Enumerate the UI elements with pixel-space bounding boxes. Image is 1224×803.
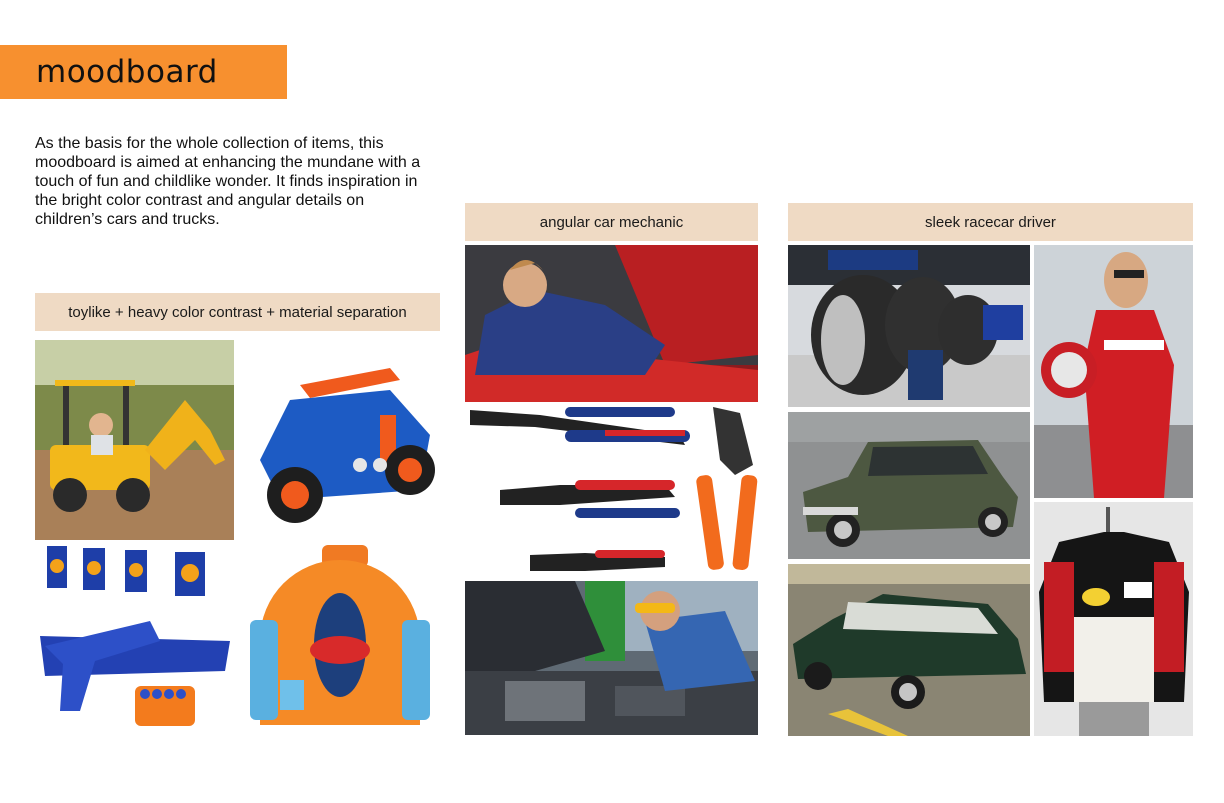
title-banner <box>0 45 287 99</box>
hot-wheels-track-case-photo <box>240 540 440 736</box>
mechanic-under-hood-photo <box>465 245 758 402</box>
racing-jacket-photo <box>1034 502 1193 736</box>
green-vintage-sedan-photo <box>788 412 1030 559</box>
intro-paragraph: As the basis for the whole collection of items, this moodboard is aimed at enhancing the mundane with a touch of fun and childlike wonder. It finds inspiration in the bright color contrast and angular details on children’s cars and trucks. <box>35 135 421 228</box>
racecar-driver-suit-photo <box>1034 245 1193 498</box>
toy-blaster-target-set-photo <box>35 546 234 736</box>
child-ride-on-excavator-photo <box>35 340 234 540</box>
pliers-set-photo <box>465 405 758 577</box>
hot-wheels-ride-on-buggy-photo <box>240 340 440 540</box>
section-label-mechanic: angular car mechanic <box>465 203 758 241</box>
monster-truck-tires-photo <box>788 245 1030 407</box>
page-title: moodboard <box>36 54 218 90</box>
mechanic-engine-bay-photo <box>465 581 758 735</box>
section-label-racecar: sleek racecar driver <box>788 203 1193 241</box>
green-mustang-photo <box>788 564 1030 736</box>
section-label-toylike: toylike + heavy color contrast + material separation <box>35 293 440 331</box>
